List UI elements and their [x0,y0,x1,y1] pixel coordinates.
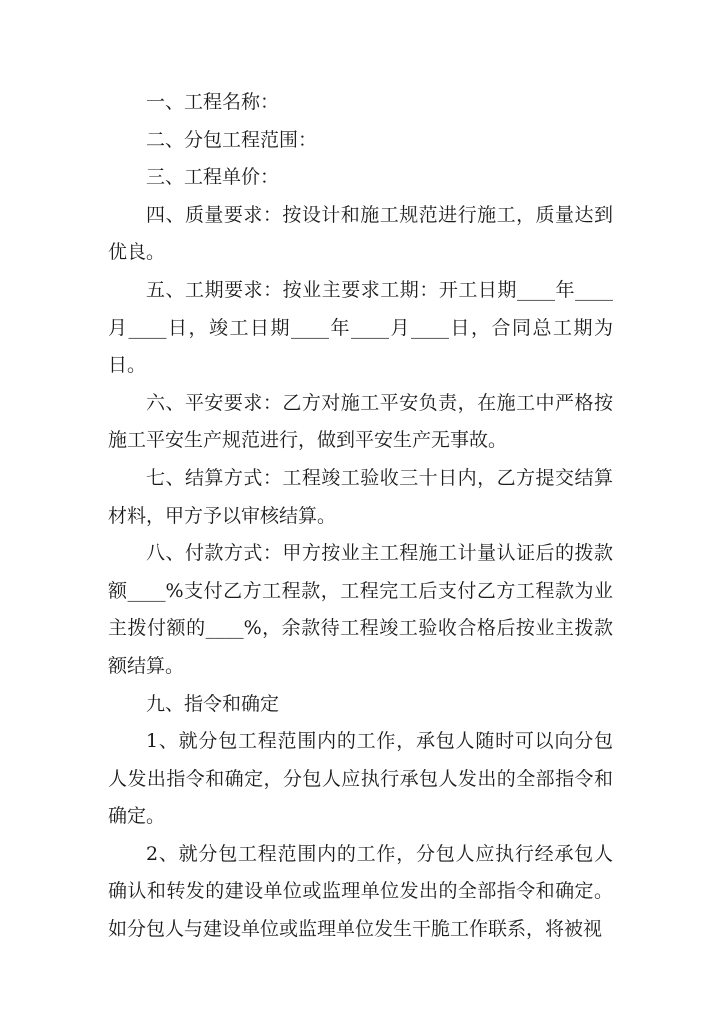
document-page [108,84,613,949]
clause-quality-requirements: 四、质量要求：按设计和施工规范进行施工，质量达到优良。 [108,203,613,264]
clause-payment-method: 八、付款方式：甲方按业主工程施工计量认证后的拨款额____%支付乙方工程款，工程完工后支付乙方工程款为业主拨付额的____%，余款待工程竣工验收合格后按业主拨款额结算。 [108,542,613,677]
clause-safety-requirements: 六、平安要求：乙方对施工平安负责，在施工中严格按施工平安生产规范进行，做到平安生产无事故。 [108,391,613,452]
clause-schedule-requirements: 五、工期要求：按业主要求工期：开工日期____年____月____日，竣工日期____年____月____日，合同总工期为日。 [108,278,613,377]
clause-subcontract-scope: 二、分包工程范围： [146,128,318,151]
clause-instructions-item-2: 2、就分包工程范围内的工作，分包人应执行经承包人确认和转发的建设单位或监理单位发出的全部指令和确定。如分包人与建设单位或监理单位发生干脆工作联系，将被视 [108,842,613,941]
clause-instructions-heading: 九、指令和确定 [146,692,280,715]
clause-project-name: 一、工程名称： [146,91,280,113]
clause-unit-price: 三、工程单价： [146,166,280,189]
clause-instructions-item-1: 1、就分包工程范围内的工作，承包人随时可以向分包人发出指令和确定，分包人应执行承包人发出的全部指令和确定。 [108,730,613,828]
clause-settlement-method: 七、结算方式：工程竣工验收三十日内，乙方提交结算材料，甲方予以审核结算。 [108,466,613,527]
